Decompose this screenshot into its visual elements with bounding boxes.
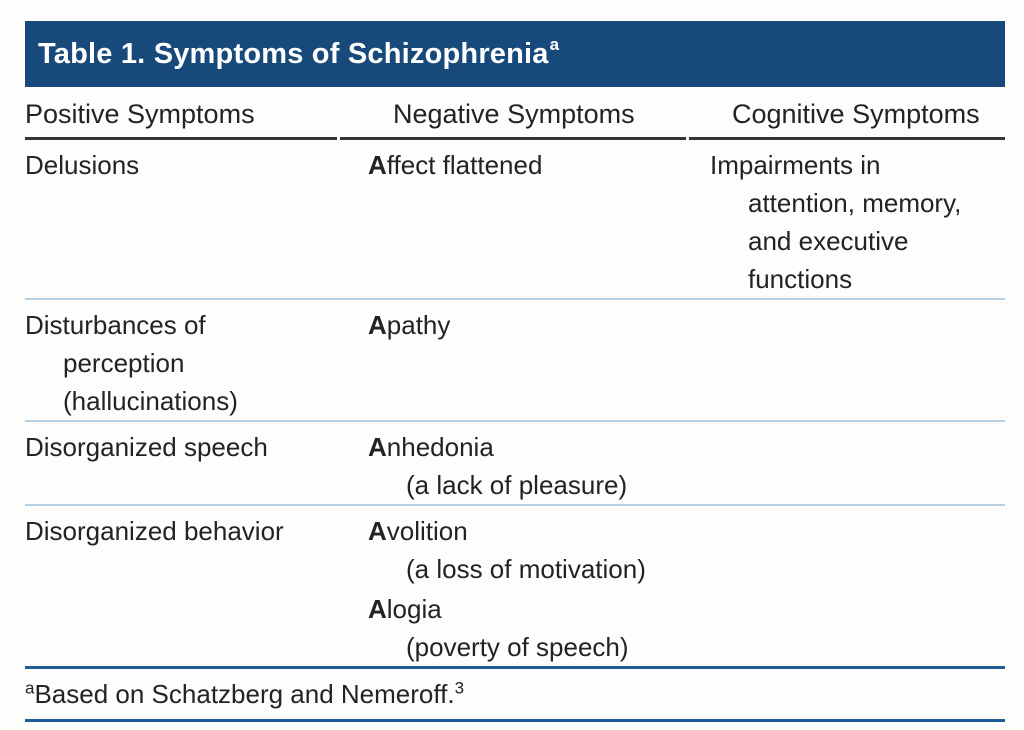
cell-text-rest: logia — [386, 594, 442, 624]
cell-negative — [340, 306, 686, 420]
cell-cognitive — [689, 512, 1005, 666]
cell-text: Impairments in — [710, 150, 881, 180]
cell-text — [368, 428, 686, 466]
lead-letter: A — [368, 594, 387, 624]
negative-item — [368, 590, 686, 666]
column-header-positive: Positive Symptoms — [25, 87, 337, 140]
cell-text-rest: nhedonia — [386, 432, 494, 462]
table-row — [25, 506, 1005, 669]
cell-positive — [25, 306, 337, 420]
negative-item — [368, 512, 686, 588]
cell-text-note: (a loss of motivation) — [406, 554, 646, 584]
cell-text-rest: pathy — [386, 310, 451, 340]
table-footnote — [25, 669, 1005, 722]
cell-cognitive — [689, 306, 1005, 420]
table-title: Table 1. Symptoms of Schizophrenia — [38, 37, 549, 70]
symptoms-table — [25, 21, 1005, 722]
lead-letter: A — [368, 150, 387, 180]
footnote-marker: a — [25, 678, 35, 698]
lead-letter: A — [368, 432, 387, 462]
negative-item — [368, 306, 686, 344]
negative-item — [368, 146, 686, 184]
cell-text — [368, 590, 686, 628]
cell-negative — [340, 428, 686, 504]
cell-text: Disturbances of — [25, 310, 206, 340]
cell-text: Disorganized behavior — [25, 516, 284, 546]
cell-text: Delusions — [25, 150, 140, 180]
cell-negative — [340, 146, 686, 298]
cell-text-wrapped: (hallucinations) — [63, 386, 238, 416]
lead-letter: A — [368, 516, 387, 546]
negative-item — [368, 428, 686, 504]
cell-text-wrapped: attention, memory, — [748, 188, 962, 218]
cell-cognitive — [689, 428, 1005, 504]
table-row — [25, 300, 1005, 422]
cell-positive — [25, 146, 337, 298]
cell-positive — [25, 512, 337, 666]
cell-text — [368, 306, 686, 344]
table-row — [25, 140, 1005, 300]
cell-text-wrapped: perception — [63, 348, 185, 378]
table-title-bar — [25, 21, 1005, 87]
table-row — [25, 422, 1005, 506]
cell-text-note: (poverty of speech) — [406, 632, 629, 662]
cell-text-wrapped: and executive — [748, 226, 909, 256]
cell-text-rest: ffect flattened — [386, 150, 543, 180]
cell-positive — [25, 428, 337, 504]
cell-text-wrapped: functions — [748, 264, 853, 294]
cell-cognitive — [689, 146, 1005, 298]
column-header-negative: Negative Symptoms — [340, 87, 686, 140]
cell-text-note: (a lack of pleasure) — [406, 470, 628, 500]
cell-negative — [340, 512, 686, 666]
cell-text-rest: volition — [386, 516, 468, 546]
lead-letter: A — [368, 310, 387, 340]
table-title-superscript: a — [549, 35, 560, 54]
column-header-row — [25, 87, 1005, 140]
cell-text — [368, 512, 686, 550]
footnote-text: Based on Schatzberg and Nemeroff. — [34, 679, 455, 709]
cell-text: Disorganized speech — [25, 432, 268, 462]
cell-text — [368, 146, 686, 184]
footnote-reference: 3 — [454, 678, 465, 698]
column-header-cognitive: Cognitive Symptoms — [689, 87, 1005, 140]
